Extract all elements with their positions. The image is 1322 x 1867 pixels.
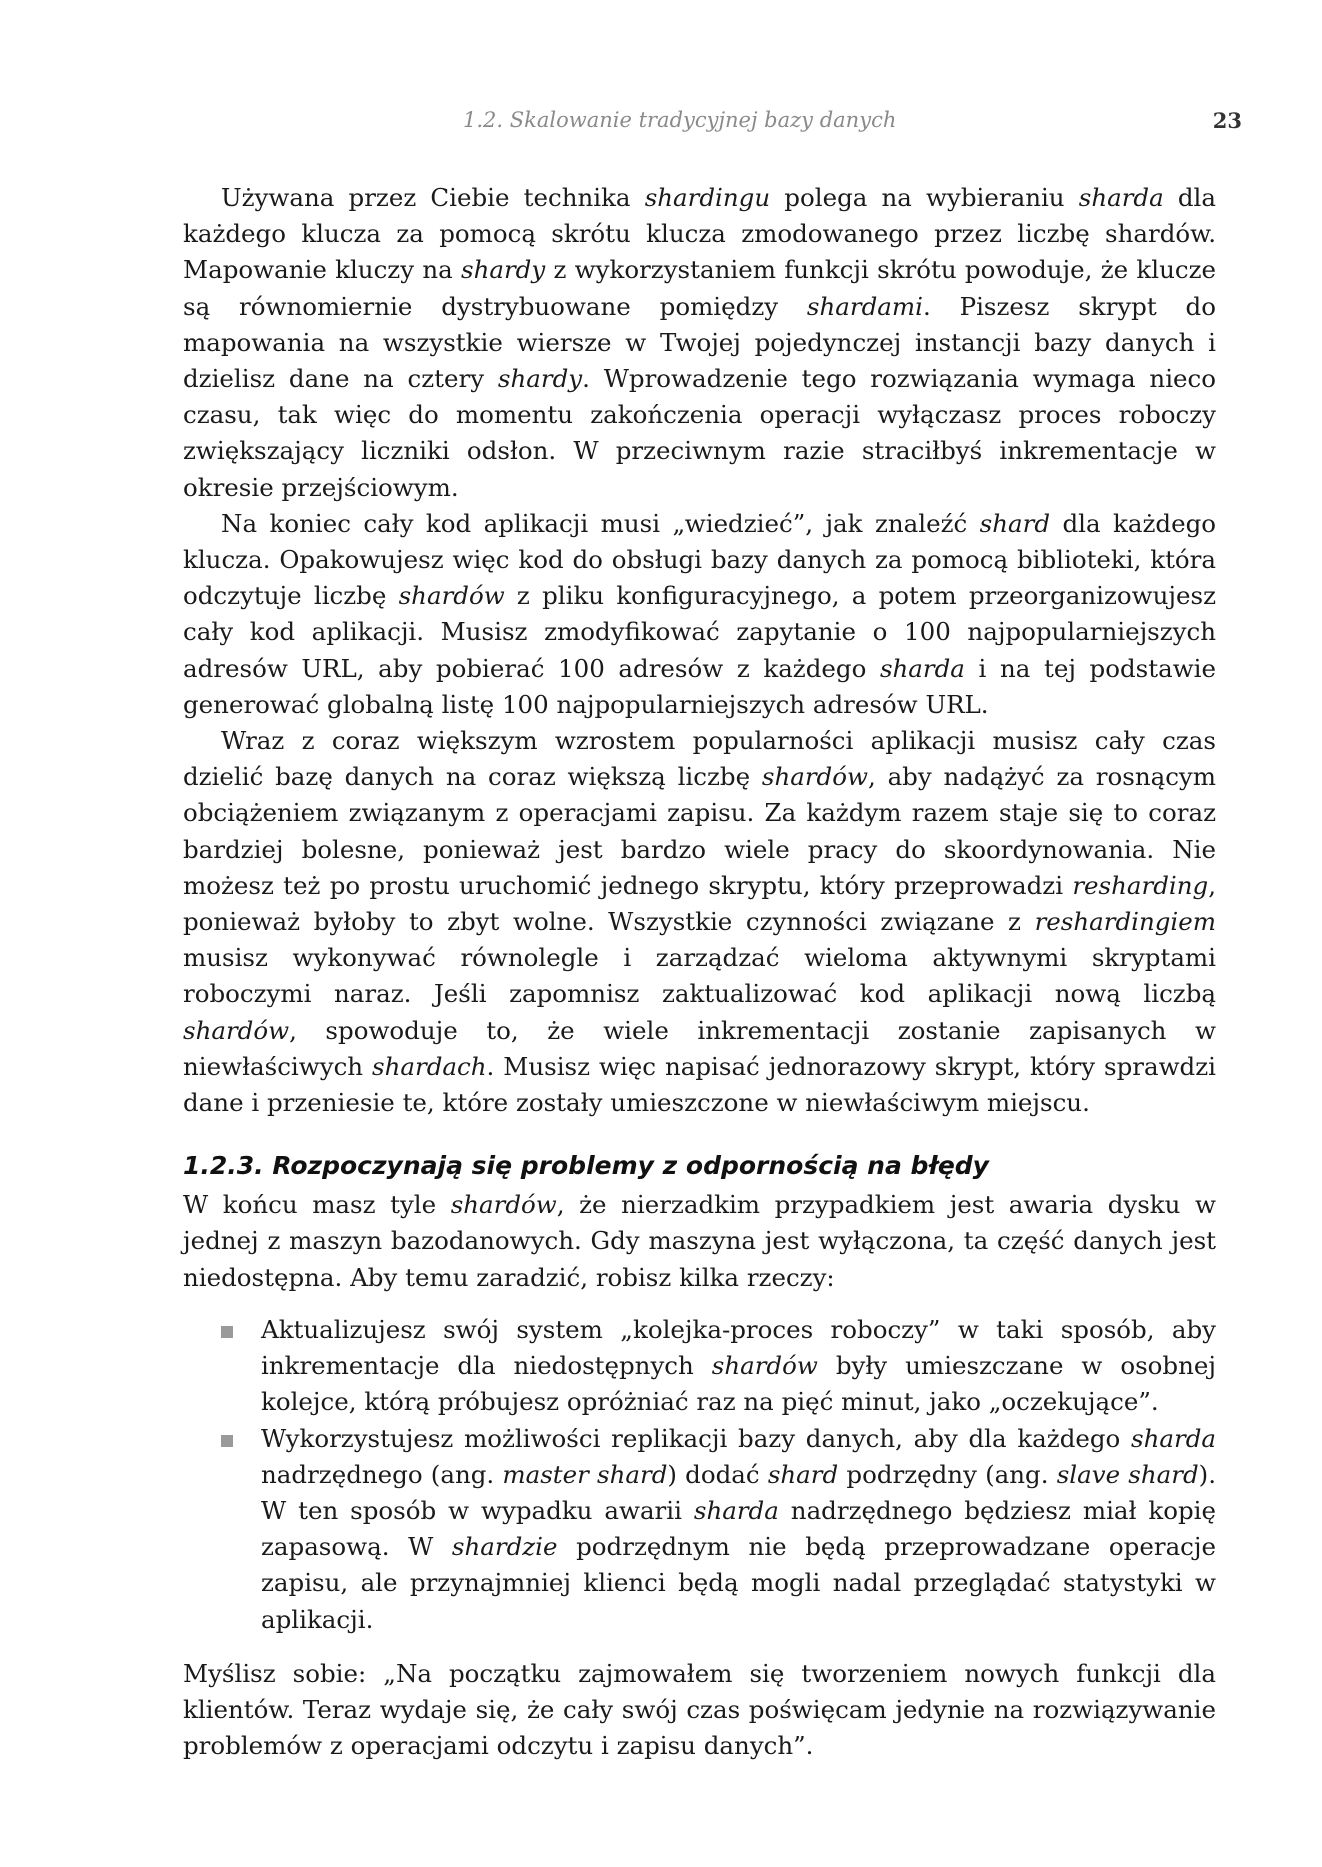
section-heading: 1.2.3. Rozpoczynają się problemy z odpornością na błędy (183, 1151, 989, 1181)
italic-term: shardy (497, 364, 583, 394)
italic-term: slave shard (1056, 1459, 1199, 1489)
text-run: . Wprowadzenie tego rozwiązania wymaga nieco czasu, tak więc do momentu zakończenia operacji wyłączasz proces roboczy zwiększający liczniki odsłon. W przeciwnym razie straciłbyś inkrementacje w okresie przejściowym. (183, 364, 1216, 502)
text-run: . Musisz więc napisać jednorazowy skrypt, który sprawdzi dane i przeniesie te, które zostały umieszczone w niewłaściwym miejscu. (183, 1051, 1216, 1118)
italic-term: shardów (450, 1190, 557, 1220)
closing-paragraph (183, 1656, 1216, 1765)
italic-term: shardów (183, 1015, 290, 1045)
running-header-title: 1.2. Skalowanie tradycyjnej bazy danych (463, 108, 897, 132)
italic-term: shardingu (644, 183, 771, 212)
text-run: , aby nadążyć za rosnącym obciążeniem związanym z operacjami zapisu. Za każdym razem staje się to coraz bardziej bolesne, ponieważ jest bardzo wiele pracy do skoordynowania. Nie możesz też po prostu uruchomić jednego skryptu, który przeprowadzi (183, 762, 1216, 900)
italic-term: master shard (502, 1459, 668, 1489)
text-run: podrzędny (ang. (838, 1459, 1057, 1489)
square-bullet-icon (221, 1326, 233, 1338)
body-text (183, 180, 1216, 1764)
italic-term: shardów (711, 1351, 818, 1381)
italic-term: reshardingiem (1034, 907, 1216, 937)
text-run: podrzędnym nie będą przeprowadzane operacje zapisu, ale przynajmniej klienci będą mogli nadal przeglądać statystyki w aplikacji. (261, 1532, 1216, 1634)
list-item (183, 1421, 1216, 1638)
text-run: musisz wykonywać równolegle i zarządzać wieloma aktywnymi skryptami roboczymi naraz. Jeśli zapomnisz zaktualizować kod aplikacji nową liczbą (183, 943, 1216, 1009)
text-run: Wykorzystujesz możliwości replikacji bazy danych, aby dla każdego (261, 1423, 1132, 1453)
paragraph (183, 180, 1216, 506)
italic-term: shard (767, 1459, 839, 1489)
italic-term: shardów (761, 762, 868, 792)
text-run: nadrzędnego będziesz miał kopię zapasową. W (261, 1495, 1217, 1562)
text-run: Używana przez Ciebie technika (221, 183, 645, 212)
text-run: Na koniec cały kod aplikacji musi „wiedzieć”, jak znaleźć (221, 508, 980, 538)
italic-term: sharda (879, 653, 965, 683)
list-item-text (261, 1315, 1216, 1416)
text-run: , ponieważ byłoby to zbyt wolne. Wszystkie czynności związane z (183, 870, 1216, 937)
text-run: dla każdego klucza za pomocą skrótu klucza zmodowanego przez liczbę shardów. Mapowanie kluczy na (183, 183, 1216, 285)
text-run: polega na wybieraniu (770, 183, 1079, 212)
text-run: , że nierzadkim przypadkiem jest awaria dysku w jednej z maszyn bazodanowych. Gdy maszyna jest wyłączona, ta część danych jest niedostępna. Aby temu zaradzić, robisz kilka rzeczy: (183, 1190, 1216, 1292)
text-run: dla każdego klucza. Opakowujesz więc kod do obsługi bazy danych za pomocą biblioteki, która odczytuje liczbę (183, 508, 1216, 611)
paragraph (183, 723, 1216, 1121)
bullet-list (183, 1312, 1216, 1638)
italic-term: shardów (398, 581, 505, 611)
text-run: nadrzędnego (ang. (261, 1459, 503, 1489)
text-run: . Piszesz skrypt do mapowania na wszystkie wiersze w Twojej pojedynczej instancji bazy danych i dzielisz dane na cztery (183, 291, 1216, 394)
italic-term: sharda (1131, 1423, 1216, 1453)
list-item-text (261, 1424, 1216, 1634)
italic-term: shardy (461, 255, 546, 285)
italic-term: sharda (1078, 183, 1164, 212)
section-intro-paragraph (183, 1187, 1216, 1296)
text-run: były umieszczane w osobnej kolejce, którą próbujesz opróżniać raz na pięć minut, jako „oczekujące”. (261, 1351, 1216, 1417)
text-run: W końcu masz tyle (183, 1190, 451, 1220)
text-run: , spowoduje to, że wiele inkrementacji zostanie zapisanych w niewłaściwych (183, 1015, 1216, 1081)
italic-term: shardzie (451, 1532, 558, 1562)
italic-term: shard (979, 508, 1051, 538)
running-header (183, 108, 1242, 138)
page-number: 23 (1212, 108, 1242, 133)
italic-term: shardami (806, 291, 923, 321)
text-run: ) dodać (667, 1459, 768, 1489)
text-run: Aktualizujesz swój system „kolejka-proces roboczy” w taki sposób, aby inkrementacje dla niedostępnych (261, 1314, 1216, 1381)
text-run: ). W ten sposób w wypadku awarii (261, 1459, 1216, 1525)
italic-term: shardach (372, 1051, 487, 1081)
text-run: i na tej podstawie generować globalną listę 100 najpopularniejszych adresów URL. (183, 653, 1216, 719)
text-run: Wraz z coraz większym wzrostem popularności aplikacji musisz cały czas dzielić bazę danych na coraz większą liczbę (183, 726, 1216, 792)
text-run: z wykorzystaniem funkcji skrótu powoduje, że klucze są równomiernie dystrybuowane pomiędzy (183, 255, 1216, 321)
paragraph (183, 506, 1216, 723)
italic-term: resharding (1072, 870, 1209, 900)
square-bullet-icon (221, 1435, 233, 1447)
list-item (183, 1312, 1216, 1421)
italic-term: sharda (693, 1495, 779, 1525)
text-run: z pliku konfiguracyjnego, a potem przeorganizowujesz cały kod aplikacji. Musisz zmodyfikować zapytanie o 100 najpopularniejszych adresów URL, aby pobierać 100 adresów z każdego (183, 581, 1216, 683)
text-run: Myślisz sobie: „Na początku zajmowałem się tworzeniem nowych funkcji dla klientów. Teraz wydaje się, że cały swój czas poświęcam jedynie na rozwiązywanie problemów z operacjami odczytu i zapisu danych”. (183, 1658, 1216, 1761)
